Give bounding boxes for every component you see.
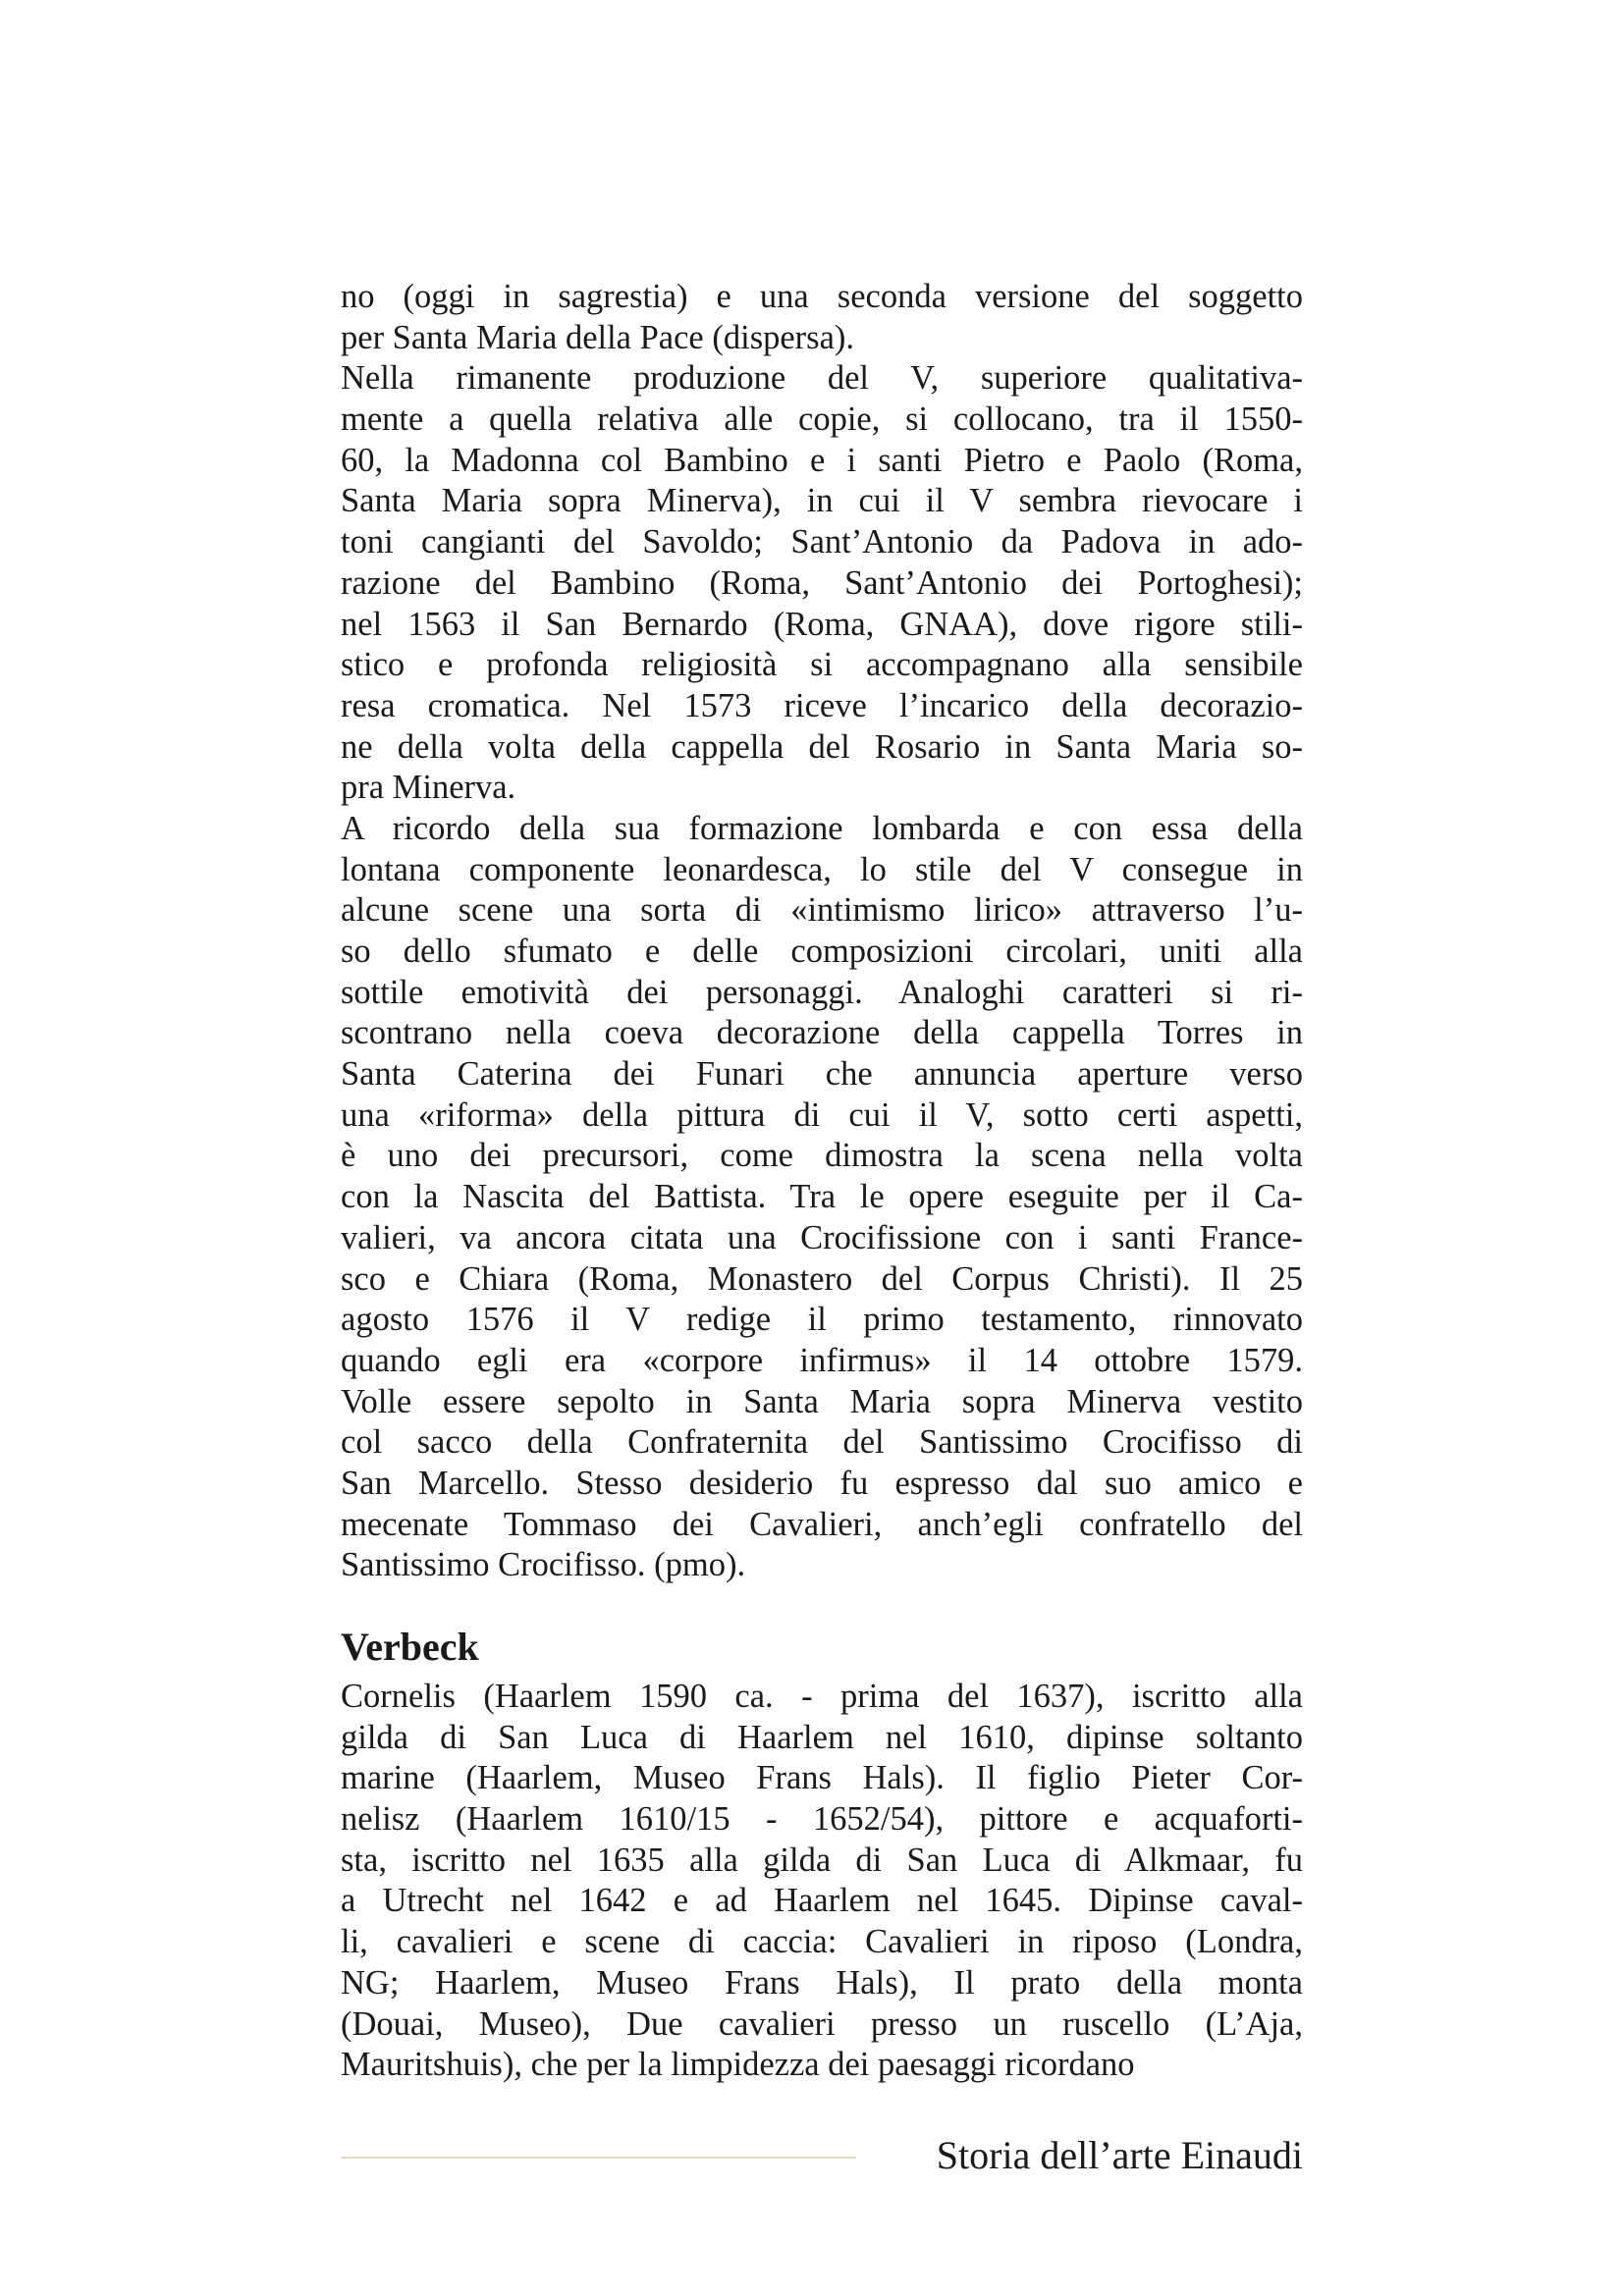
body-line: razione del Bambino (Roma, Sant’Antonio dei Portoghesi); <box>341 563 1303 602</box>
section-line: li, cavalieri e scene di caccia: Cavalieri in riposo (Londra, <box>341 1923 1303 1961</box>
body-line: agosto 1576 il V redige il primo testamento, rinnovato <box>341 1301 1303 1339</box>
body-line: è uno dei precursori, come dimostra la scena nella volta <box>341 1137 1303 1175</box>
section-heading: Verbeck <box>341 1625 479 1669</box>
body-line: resa cromatica. Nel 1573 riceve l’incarico della decorazio- <box>341 686 1303 724</box>
section-line: sta, iscritto nel 1635 alla gilda di San Luca di Alkmaar, fu <box>341 1841 1303 1879</box>
body-line: nel 1563 il San Bernardo (Roma, GNAA), dove rigore stili- <box>341 605 1303 643</box>
body-line: toni cangianti del Savoldo; Sant’Antonio da Padova in ado- <box>341 523 1303 561</box>
body-line: col sacco della Confraternita del Santissimo Crocifisso di <box>341 1423 1303 1462</box>
body-line: ne della volta della cappella del Rosario in Santa Maria so- <box>341 727 1303 766</box>
body-line: Santissimo Crocifisso. (pmo). <box>341 1546 746 1584</box>
body-line: Volle essere sepolto in Santa Maria sopra Minerva vestito <box>341 1382 1303 1420</box>
body-line: A ricordo della sua formazione lombarda e con essa della <box>341 809 1303 847</box>
body-line: una «riforma» della pittura di cui il V, sotto certi aspetti, <box>341 1095 1303 1134</box>
body-line: con la Nascita del Battista. Tra le opere eseguite per il Ca- <box>341 1178 1303 1216</box>
body-line: alcune scene una sorta di «intimismo lirico» attraverso l’u- <box>341 891 1303 930</box>
section-line: a Utrecht nel 1642 e ad Haarlem nel 1645. Dipinse caval- <box>341 1882 1303 1920</box>
body-line: no (oggi in sagrestia) e una seconda versione del soggetto <box>341 278 1303 315</box>
body-line: Nella rimanente produzione del V, superiore qualitativa- <box>341 359 1303 398</box>
body-line: so dello sfumato e delle composizioni circolari, uniti alla <box>341 933 1303 970</box>
footer-rule <box>341 2157 856 2159</box>
body-line: pra Minerva. <box>341 769 516 807</box>
body-line: sco e Chiara (Roma, Monastero del Corpus Christi). Il 25 <box>341 1259 1303 1298</box>
footer <box>341 2132 1303 2181</box>
body-line: valieri, va ancora citata una Crocifissione con i santi France- <box>341 1218 1303 1256</box>
body-line: mecenate Tommaso dei Cavalieri, anch’egli confratello del <box>341 1505 1303 1543</box>
text-column <box>341 277 1303 2086</box>
body-line: San Marcello. Stesso desiderio fu espresso dal suo amico e <box>341 1464 1303 1502</box>
section-line: marine (Haarlem, Museo Frans Hals). Il figlio Pieter Cor- <box>341 1759 1303 1797</box>
section-line: gilda di San Luca di Haarlem nel 1610, dipinse soltanto <box>341 1718 1303 1756</box>
body-line: Santa Caterina dei Funari che annuncia aperture verso <box>341 1055 1303 1094</box>
body-line: Santa Maria sopra Minerva), in cui il V sembra rievocare i <box>341 482 1303 520</box>
section-line: Cornelis (Haarlem 1590 ca. - prima del 1637), iscritto alla <box>341 1678 1303 1715</box>
body-line: stico e profonda religiosità si accompagnano alla sensibile <box>341 646 1303 684</box>
body-line: sottile emotività dei personaggi. Analoghi caratteri si ri- <box>341 973 1303 1011</box>
section-line: nelisz (Haarlem 1610/15 - 1652/54), pittore e acquaforti- <box>341 1800 1303 1839</box>
body-line: mente a quella relativa alle copie, si collocano, tra il 1550- <box>341 400 1303 439</box>
section-line: NG; Haarlem, Museo Frans Hals), Il prato della monta <box>341 1963 1303 2002</box>
section-line: Mauritshuis), che per la limpidezza dei paesaggi ricordano <box>341 2046 1135 2084</box>
body-line: per Santa Maria della Pace (dispersa). <box>341 318 855 356</box>
footer-title: Storia dell’arte Einaudi <box>936 2133 1303 2177</box>
body-text <box>341 277 1303 1586</box>
body-line: scontrano nella coeva decorazione della cappella Torres in <box>341 1014 1303 1052</box>
body-line: quando egli era «corpore infirmus» il 14 ottobre 1579. <box>341 1341 1303 1379</box>
body-line: 60, la Madonna col Bambino e i santi Pietro e Paolo (Roma, <box>341 441 1303 479</box>
section-body-text <box>341 1677 1303 2086</box>
body-line: lontana componente leonardesca, lo stile del V consegue in <box>341 850 1303 888</box>
section-line: (Douai, Museo), Due cavalieri presso un ruscello (L’Aja, <box>341 2004 1303 2043</box>
